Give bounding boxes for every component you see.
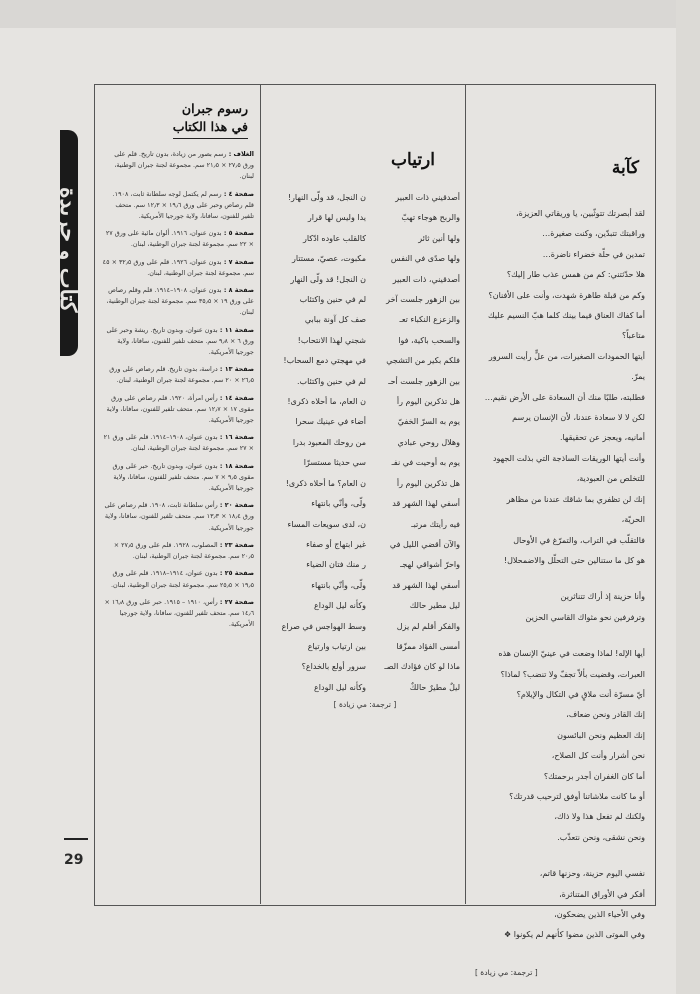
- poem-line: وهلال روحي عبادي: [397, 437, 460, 447]
- caption-item: [102, 540, 254, 562]
- caption-label: صفحة ٤ :: [221, 189, 254, 198]
- right-column: [475, 150, 645, 977]
- poem-line: فالتقلّب في التراب، والتمرّغ في الأوحال: [513, 535, 645, 545]
- caption-text: بدون عنوان، ١٩٠٨–١٩١٤. قلم على ورق ٢١ × ٢٧ سم. مجموعة لجنة جبران الوطنية، لبنان.: [103, 433, 254, 453]
- poem-line: وفي الموتى الذين مضوا كأنهم لم يكونوا ❖: [504, 930, 645, 940]
- poem-line: وترفرفين نحو مثواك القاسي الحزين: [525, 612, 645, 622]
- poem-line: سرور أولع بالخداع؟: [301, 662, 366, 672]
- poem-line: ليلٌ مطيرٌ حالكٌ: [409, 682, 460, 692]
- poem-line: من روحك المعبود بدرا: [292, 437, 366, 447]
- poem-line: أصدقيني ذات العبير: [395, 193, 460, 202]
- page-number-rule: [64, 838, 88, 840]
- caption-item: [102, 325, 254, 359]
- poem-line: هل تذكرين اليوم رأ: [396, 478, 460, 488]
- right-column-credit: [ ترجمة: مي زيادة ]: [475, 967, 538, 977]
- poem-line: هل تذكرين اليوم رأ: [396, 397, 460, 407]
- paper-edge-right: [676, 0, 700, 994]
- poem-line: بين الزهور جلست آخر: [386, 295, 460, 305]
- poem-line: العبرات، وقضيت بألاّ تجفّ ولا تنضب؟ لماذا؟: [500, 669, 645, 679]
- caption-item: [102, 364, 254, 386]
- poem-line: أفكر في الأوراق المتناثرة،: [559, 889, 645, 899]
- poem-line: والربح هوجاء تهبّ: [401, 213, 460, 223]
- paper-edge-top: [0, 0, 700, 28]
- poem-line: لم في حنين واكتئاب: [299, 295, 366, 305]
- poem-line: ولّى، وأنّي بانتهاء: [311, 499, 366, 509]
- poem-line: أضاء في عينيك سحرا: [295, 417, 366, 427]
- poem-line: هلا حدّثتني: كم من همس عذب طار إليك؟: [506, 270, 645, 280]
- middle-column-title: ارتياب: [391, 150, 435, 170]
- caption-item: [102, 285, 254, 319]
- caption-item: [102, 257, 254, 279]
- poem-line: وراقبتك تتبدّين، وكنت صغيرة…: [542, 229, 645, 239]
- poem-line: للتخلص من العبودية،: [576, 474, 645, 484]
- poem-line: واحرّ أشواقي لهجـ: [400, 560, 460, 570]
- poem-line: أما كان الغفران أجدر برحمتك؟: [543, 771, 645, 781]
- poem-line: وكم من قبلة طاهرة شهدت، وأنت على الأفنان؟: [488, 290, 645, 300]
- poem-line: ر منك فتان الضياء: [306, 560, 366, 570]
- poem-line: إنك القادر ونحن ضعاف،: [566, 710, 645, 720]
- middle-column-right-half: [372, 188, 460, 698]
- caption-text: بدون عنوان، وبدون تاريخ. ريشة وحبر على ورق ٦ × ٩٫٨ سم. متحف تلفير للفنون، سافانا، ولاية جورجيا الأمريكية.: [106, 325, 254, 357]
- middle-column: [270, 150, 460, 709]
- caption-label: صفحة ١٦ :: [217, 433, 254, 442]
- poem-line: أمانيه، ويعجز عن تحقيقها.: [559, 433, 645, 443]
- poem-line: والزعزع النكباء تعـ: [399, 315, 460, 325]
- caption-label: صفحة ٢٧ :: [217, 597, 254, 606]
- poem-line: لقد أبصرتك تتوثّبين، يا وريقاتي العزيزة،: [515, 209, 645, 218]
- poem-line: ونحن نشقى، ونحن نتعذّب.: [557, 832, 645, 842]
- poem-line: ن، لدى سويعات المساء: [287, 519, 366, 529]
- caption-label: صفحة ٧ :: [221, 257, 254, 266]
- caption-item: [102, 228, 254, 250]
- poem-line: إنك العظيم ونحن البائسون: [557, 730, 645, 740]
- poem-line: وكأنه ليل الوداع: [314, 682, 366, 692]
- poem-line: إنك لن تظفري بما شاقك عندنا من مظاهر: [506, 494, 645, 504]
- poem-line: صف كل آونة ببابي: [304, 315, 366, 325]
- poem-line: [475, 571, 645, 587]
- caption-label: صفحة ٢٠ :: [217, 501, 254, 510]
- poem-line: [475, 848, 645, 864]
- poem-line: فيه رأيتك مرتبـ: [411, 519, 460, 529]
- poem-line: أسفي لهذا الشهر قد: [392, 580, 460, 590]
- caption-label: صفحة ٢٥ :: [217, 569, 254, 578]
- poem-line: والآن أقضي الليل في: [389, 539, 460, 549]
- poem-line: أما كفاك العناق فيما بينك كلما هبّ النسيم عليك: [488, 311, 645, 321]
- poem-line: والفكر أقلم لم يزل: [396, 621, 460, 631]
- poem-line: يدا وليس لها قرار: [307, 213, 366, 223]
- poem-line: ماذا لو كان فؤادك الصـ: [384, 662, 460, 672]
- caption-text: رسم لم يكتمل لوجه سلطانة ثابت، ١٩٠٨. قلم رصاص وحبر على ورق ١٩٫٦ × ١٢٫٣ سم. متحف تلفير للفنون، سافانا، ولاية جورجيا الأمريكية.: [112, 189, 254, 221]
- poem-line: غير ابتهاج أو صفاء: [306, 539, 366, 549]
- poem-line: لكن لا لا سعادة عندنا، لأن الإنسان يرسم: [512, 413, 645, 423]
- caption-list: [102, 149, 254, 630]
- column-rule-right: [465, 84, 466, 904]
- poem-line: ن النجل، قد ولّى النهار!: [287, 193, 366, 202]
- poem-line: أيها الإله! لماذا وضعت في عينيّ الإنسان هذه: [498, 649, 645, 659]
- caption-text: بدون عنوان، وبدون تاريخ. حبر على ورق مقوى ٩٫٥ × ٧ سم. متحف تلفير للفنون، سافانا، ولاية جورجيا الأمريكية.: [112, 461, 254, 493]
- caption-item: [102, 149, 254, 183]
- poem-line: في مهجتي دمع السحاب!: [283, 356, 366, 366]
- caption-text: بدون عنوان، ١٩١٦. ألوان مائية على ورق ٢٧ × ٢٢ سم. مجموعة لجنة جبران الوطنية، لبنان.: [105, 229, 254, 249]
- caption-label: صفحة ١٨ :: [217, 461, 254, 470]
- poem-line: وأنا حزينة إذ أراك تتناثرين: [560, 592, 645, 602]
- caption-text: رأس، ١٩١٠ – ١٩١٥. حبر على ورق ١٦٫٨ × ١٤٫٦ سم. متحف تلفير للفنون، سافانا، ولاية جورجيا الأمريكية.: [104, 597, 254, 629]
- right-column-poem: [475, 204, 645, 946]
- caption-item: [102, 461, 254, 495]
- caption-text: رأس سلطانة ثابت، ١٩٠٨. قلم رصاص على ورق ١٨٫٤ × ١٣٫٣ سم. متحف تلفير للفنون، سافانا، ولاية جورجيا الأمريكية.: [104, 501, 254, 532]
- poem-line: الحريّة،: [621, 515, 645, 525]
- caption-label: صفحة ١٣ :: [217, 365, 254, 374]
- caption-text: دراسة، بدون تاريخ. قلم رصاص على ورق ٢٦٫٥ × ٢٠ سم. مجموعة لجنة جبران الوطنية، لبنان.: [109, 365, 254, 385]
- caption-label: صفحة ٢٣ :: [217, 540, 254, 549]
- poem-line: [475, 628, 645, 644]
- caption-label: صفحة ٥ :: [221, 229, 254, 238]
- poem-line: كالقلب عاوده ادّكار: [302, 233, 366, 243]
- caption-text: المصلوب، ١٩٢٨. قلم على ورق ٢٧٫٥ × ٢٠٫٥ سم. مجموعة لجنة جبران الوطنية، لبنان.: [113, 540, 254, 561]
- caption-text: بدون عنوان، ١٩٢٦. قلم على ورق ٣٢٫٥ × ٤٥ سم. مجموعة لجنة جبران الوطنية، لبنان.: [102, 257, 254, 277]
- left-column-title-line1: رسوم جبران: [181, 101, 248, 116]
- poem-line: سي حديثا مستسرّا: [303, 458, 366, 468]
- left-column: [102, 100, 254, 636]
- caption-text: رسم بصور من زيادة، بدون تاريخ. قلم على ورق ٢٧٫٥ × ٢١٫٥ سم. مجموعة لجنة جبران الوطنية، لبنان.: [114, 150, 254, 181]
- poem-line: لم في حنين واكتئاب.: [297, 376, 366, 386]
- poem-line: أيّ مسرّة أنت ملاقٍ في التكال والإيلام؟: [516, 689, 645, 699]
- poem-line: ن العام، ما أحلاه ذكرى!: [287, 397, 366, 407]
- left-column-title-line2: في هذا الكتاب: [173, 118, 248, 139]
- poem-line: وكأنه ليل الوداع: [314, 601, 366, 611]
- poem-line: نحن أشرار وأنت كل الصلاح،: [551, 751, 645, 761]
- poem-line: فلكم بكير من التشجي: [386, 356, 460, 366]
- poem-line: أسفي لهذا الشهر قد: [392, 499, 460, 509]
- caption-item: [102, 393, 254, 427]
- poem-line: يوم به السرّ الخفيّ: [397, 417, 460, 427]
- poem-line: وفي الأحياء الذين يضحكون،: [554, 910, 645, 919]
- caption-text: بدون عنوان، ١٩٠٨–١٩١٤. قلم وقلم رصاص على ورق ١٩ × ٣٥٫٥ سم. مجموعة لجنة جبران الوطنية، لبنان.: [106, 286, 254, 317]
- poem-line: شجني لهذا الانتحاب!: [297, 335, 366, 345]
- poem-line: يمرّ.: [631, 372, 645, 382]
- poem-line: بين ارتياب وارتياع: [307, 641, 366, 651]
- poem-line: متاعباً؟: [621, 331, 645, 341]
- middle-column-credit: [ ترجمة: مي زيادة ]: [333, 700, 397, 710]
- middle-column-left-half: [270, 188, 366, 698]
- poem-line: أو ما كانت ملاشاتنا أوفق لترحيب قدرتك؟: [509, 791, 645, 801]
- poem-line: أمسى الفؤاد ممزّقا: [396, 641, 460, 651]
- section-tab-label: كتاب و جريدة: [55, 187, 81, 313]
- right-column-title: كآبة: [611, 158, 639, 178]
- caption-item: [102, 500, 254, 534]
- poem-line: ولها صدًى في النفس: [390, 254, 460, 264]
- poem-line: ن النجل! قد ولّى النهار: [290, 274, 366, 284]
- poem-line: بين الزهور جلست أحـ: [388, 376, 460, 386]
- caption-text: بدون عنوان، ١٩١٤–١٩١٨. قلم على ورق ١٩٫٥ × ٢٥٫٥ سم. مجموعة لجنة جبران الوطنية، لبنان.: [110, 569, 254, 589]
- poem-line: تمدين في حلّة خضراء ناضرة…: [542, 249, 645, 259]
- caption-item: [102, 189, 254, 223]
- caption-label: صفحة ١١ :: [217, 325, 254, 334]
- poem-line: هو كل ما ستنالين حتى التحلّل والاضمحلال!: [503, 555, 645, 565]
- caption-item: [102, 597, 254, 631]
- poem-line: ليل مطير حالك: [409, 601, 460, 611]
- poem-line: ن العام؟ ما أحلاه ذكرى!: [285, 478, 366, 488]
- page-number: 29: [64, 852, 84, 868]
- poem-line: وأنت أيتها الوريقات الساذجة التي بذلت الجهود: [492, 453, 645, 463]
- poem-line: فطلبته، طلبًا منك أن السعادة على الأرض نقيم…: [484, 392, 645, 402]
- caption-label: صفحة ٨ :: [221, 286, 254, 295]
- poem-line: نفسي اليوم حزينة، وحزنها قاتم،: [539, 869, 645, 879]
- poem-line: يوم به أوحيت في نفـ: [391, 458, 460, 468]
- poem-line: وسط الهواجس في صراع: [281, 621, 366, 631]
- poem-line: مكبوت، عصيّ، مستتار: [292, 254, 366, 264]
- caption-text: رأس امرأة، ١٩٢٠. قلم رصاص على ورق مقوى ١٧ × ١٢٫٧ سم. متحف تلفير للفنون، سافانا، ولاية جورجيا الأمريكية.: [106, 393, 254, 425]
- caption-label: صفحة ١٤ :: [217, 393, 254, 402]
- poem-line: ولها أنين ثائر: [418, 233, 460, 243]
- poem-line: أصدقيني، ذات العبير: [392, 274, 460, 284]
- column-rule-left: [260, 84, 261, 904]
- poem-line: ولّى، وأنّي بانتهاء: [311, 580, 366, 590]
- caption-item: [102, 568, 254, 590]
- caption-label: الغلاف :: [226, 150, 254, 158]
- poem-line: أيتها الحمودات الصغيرات، من علٍّ رأيت السرور: [488, 351, 645, 361]
- poem-line: ولكنك لم تفعل هذا ولا ذاك،: [554, 812, 645, 822]
- caption-item: [102, 432, 254, 454]
- poem-line: والسحب باكية، فوا: [398, 335, 460, 345]
